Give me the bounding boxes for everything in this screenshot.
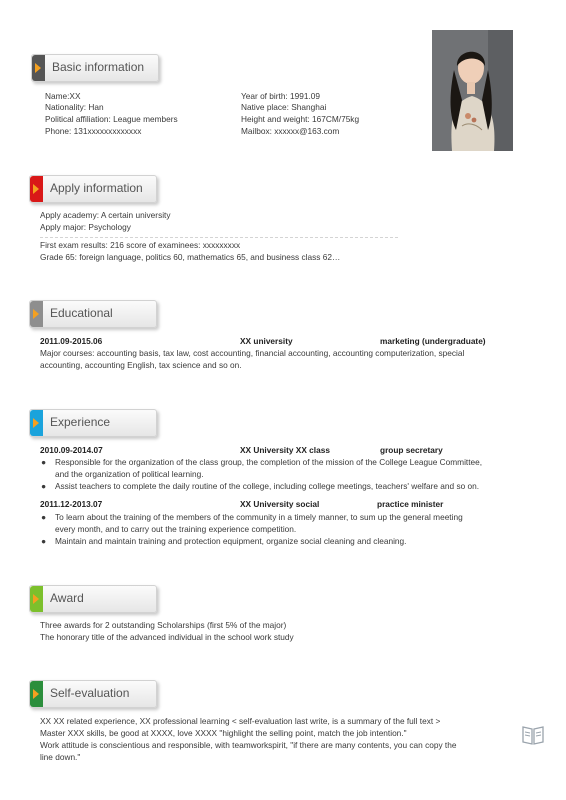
experience-2-org: XX University social	[240, 499, 320, 509]
section-tab	[30, 681, 43, 707]
bullet-icon: ●	[41, 536, 47, 546]
education-courses-line1: Major courses: accounting basis, tax law, cost accounting, financial accounting, accounting computerization, special	[40, 348, 465, 358]
self-evaluation-line-3: Work attitude is conscientious and responsible, with teamworkspirit, "if there are many contents, you can copy the	[40, 740, 457, 750]
book-icon	[521, 724, 545, 746]
bullet-icon: ●	[41, 457, 47, 467]
award-line-2: The honorary title of the advanced individual in the school work study	[40, 632, 294, 642]
section-title-educational	[29, 300, 157, 328]
education-period: 2011.09-2015.06	[40, 336, 103, 346]
section-tab	[30, 586, 43, 612]
self-evaluation-line-4: line down."	[40, 752, 81, 762]
award-line-1: Three awards for 2 outstanding Scholarships (first 5% of the major)	[40, 620, 287, 630]
arrow-icon	[33, 184, 39, 194]
section-label: Award	[50, 591, 84, 605]
basic-phone: Phone: 131xxxxxxxxxxxxx	[45, 126, 142, 136]
arrow-icon	[33, 418, 39, 428]
education-courses-line2: accounting, accounting English, tax science and so on.	[40, 360, 242, 370]
experience-2-period: 2011.12-2013.07	[40, 499, 103, 509]
section-title-basic-information	[31, 54, 159, 82]
education-major: marketing (undergraduate)	[380, 336, 486, 346]
experience-1-period: 2010.09-2014.07	[40, 445, 103, 455]
portrait-photo-illustration	[432, 30, 513, 151]
bullet-line: every month, and to carry out the training experience competition.	[55, 523, 297, 534]
arrow-icon	[33, 594, 39, 604]
portrait-photo	[432, 30, 513, 151]
basic-mailbox: Mailbox: xxxxxx@163.com	[241, 126, 340, 136]
apply-major: Apply major: Psychology	[40, 222, 131, 232]
bullet-icon: ●	[41, 481, 47, 491]
basic-name: Name:XX	[45, 91, 81, 101]
arrow-icon	[35, 63, 41, 73]
section-title-apply-information	[29, 175, 157, 203]
bullet-line: Responsible for the organization of the class group, the completion of the mission of the College League Committee,	[55, 457, 483, 467]
bullet-line: Maintain and maintain training and protection equipment, organize social cleaning and cleaning.	[55, 536, 407, 546]
section-tab	[30, 301, 43, 327]
experience-1-role: group secretary	[380, 445, 443, 455]
education-school: XX university	[240, 336, 293, 346]
basic-political-affiliation: Political affiliation: League members	[45, 114, 178, 124]
arrow-icon	[33, 309, 39, 319]
bullet-icon: ●	[41, 512, 47, 522]
section-label: Apply information	[50, 181, 143, 195]
apply-academy: Apply academy: A certain university	[40, 210, 171, 220]
section-label: Experience	[50, 415, 111, 429]
section-title-self-evaluation	[29, 680, 157, 708]
bullet-line: and the organization of political learning.	[55, 468, 204, 479]
bullet-line: To learn about the training of the members of the community in a timely manner, to sum up the general meeting	[55, 512, 463, 522]
section-label: Self-evaluation	[50, 686, 130, 700]
section-tab	[32, 55, 45, 81]
section-tab	[30, 410, 43, 436]
experience-1-org: XX University XX class	[240, 445, 330, 455]
apply-exam-results: First exam results: 216 score of examinees: xxxxxxxxx	[40, 240, 241, 250]
section-tab	[30, 176, 43, 202]
section-label: Basic information	[52, 60, 145, 74]
basic-nationality: Nationality: Han	[45, 102, 104, 112]
self-evaluation-line-2: Master XXX skills, be good at XXXX, love XXXX "highlight the selling point, match the job intention."	[40, 728, 407, 738]
arrow-icon	[33, 689, 39, 699]
bullet-line: Assist teachers to complete the daily routine of the college, including college meetings, teachers' welfare and so on.	[55, 481, 480, 491]
basic-native-place: Native place: Shanghai	[241, 102, 327, 112]
experience-2-role: practice minister	[377, 499, 444, 509]
divider	[40, 237, 398, 238]
section-label: Educational	[50, 306, 113, 320]
self-evaluation-line-1: XX XX related experience, XX professional learning < self-evaluation last write, is a summary of the full text >	[40, 716, 441, 726]
section-title-award	[29, 585, 157, 613]
basic-year-of-birth: Year of birth: 1991.09	[241, 91, 321, 101]
section-title-experience	[29, 409, 157, 437]
basic-height-weight: Height and weight: 167CM/75kg	[241, 114, 360, 124]
apply-exam-grades: Grade 65: foreign language, politics 60, mathematics 65, and business class 62…	[40, 252, 341, 262]
